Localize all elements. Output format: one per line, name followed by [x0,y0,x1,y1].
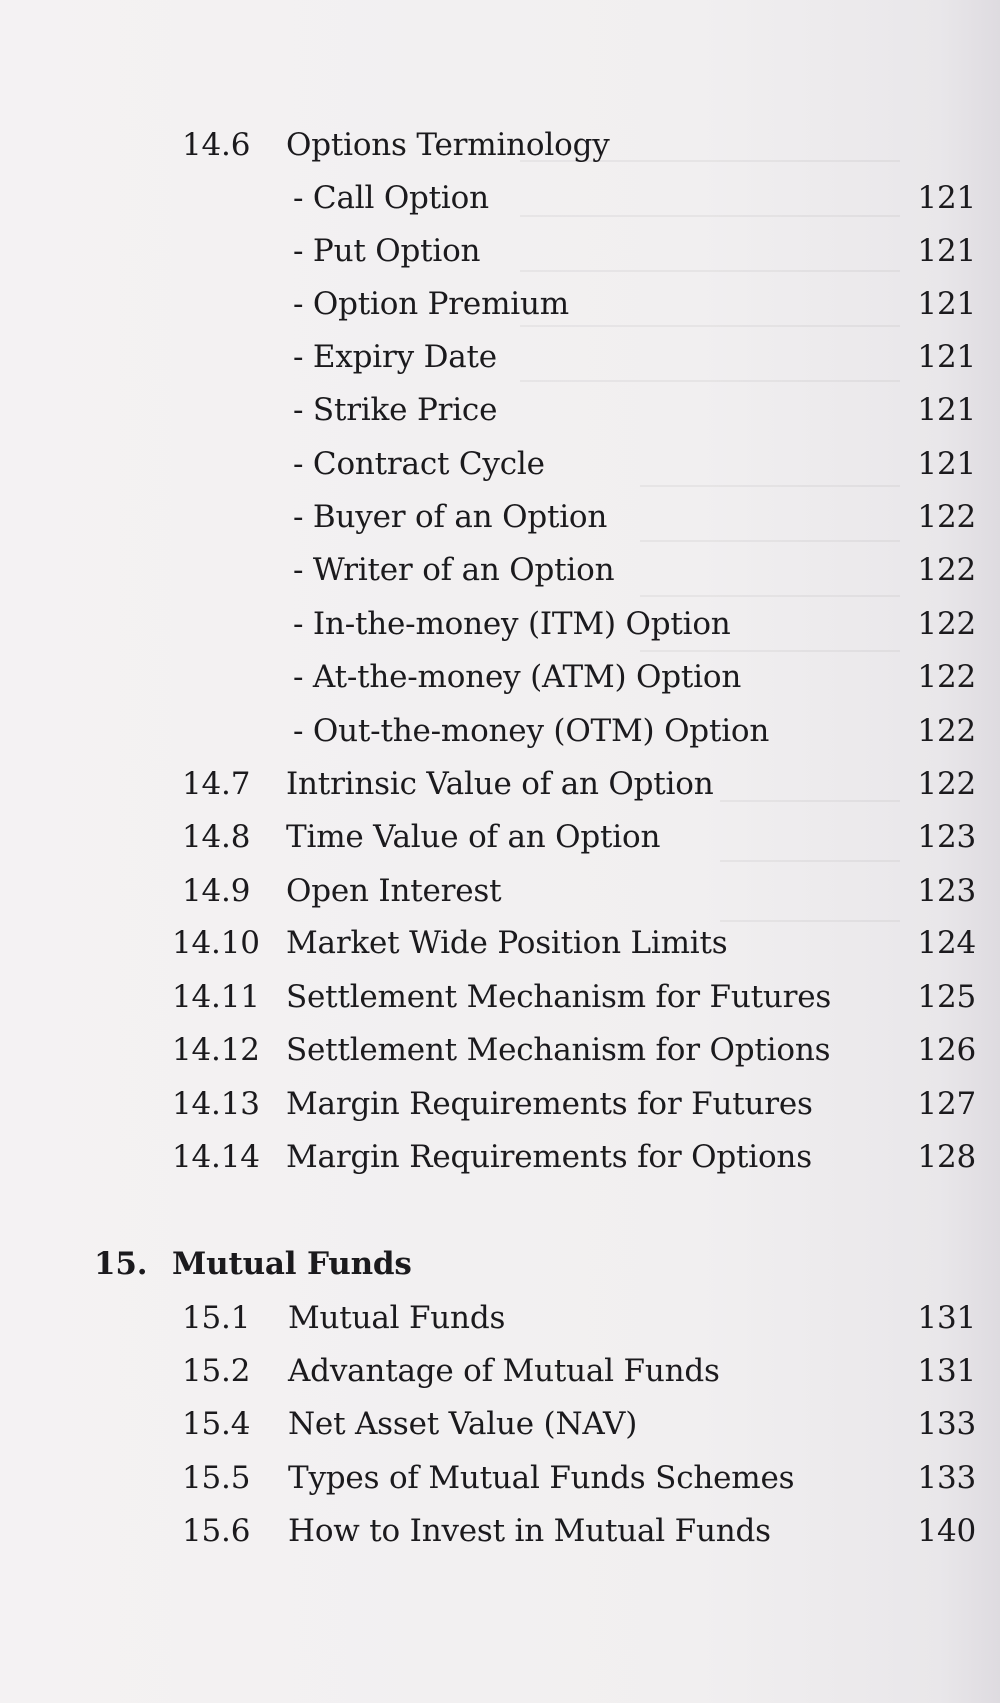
toc-subentry [0,606,1000,656]
toc-entry [0,1460,1000,1510]
toc-entry [0,819,1000,869]
toc-entry [0,1032,1000,1082]
chapter-number: 15. [94,1246,148,1282]
toc-subentry [0,180,1000,230]
page-number: 123 [917,873,976,909]
toc-entry [0,925,1000,975]
toc-entry [0,1139,1000,1189]
page-number: 140 [917,1513,976,1549]
page-number: 121 [917,392,976,428]
page-number: 124 [917,925,976,961]
section-title: Mutual Funds [288,1300,506,1336]
page-number: 122 [917,499,976,535]
section-number: 15.6 [182,1513,251,1549]
toc-entry [0,1300,1000,1350]
page-number: 122 [917,552,976,588]
toc-entry [0,766,1000,816]
section-number: 14.10 [172,925,260,961]
section-title: Open Interest [286,873,502,909]
section-title: Market Wide Position Limits [286,925,728,961]
section-number: 15.2 [182,1353,251,1389]
page-number: 121 [917,286,976,322]
toc-subentry [0,499,1000,549]
section-title: Net Asset Value (NAV) [288,1406,638,1442]
page-number: 126 [917,1032,976,1068]
page-number: 121 [917,339,976,375]
page-number: 128 [917,1139,976,1175]
page-number: 123 [917,819,976,855]
section-title: Settlement Mechanism for Options [286,1032,831,1068]
page-number: 122 [917,659,976,695]
section-title: Options Terminology [286,127,610,163]
page-number: 127 [917,1086,976,1122]
section-number: 15.5 [182,1460,251,1496]
toc-subentry [0,552,1000,602]
section-number: 15.1 [182,1300,251,1336]
section-number: 14.7 [182,766,251,802]
page-number: 131 [917,1353,976,1389]
toc-subentry [0,339,1000,389]
subentry-title: - Expiry Date [293,339,497,375]
subentry-title: - Buyer of an Option [293,499,608,535]
section-title: Margin Requirements for Options [286,1139,812,1175]
subentry-title: - Out-the-money (OTM) Option [293,713,770,749]
subentry-title: - Option Premium [293,286,569,322]
section-number: 14.6 [182,127,251,163]
toc-entry [0,979,1000,1029]
section-number: 14.13 [172,1086,260,1122]
section-title: Types of Mutual Funds Schemes [288,1460,795,1496]
subentry-title: - Put Option [293,233,481,269]
page-number: 125 [917,979,976,1015]
section-title: Intrinsic Value of an Option [286,766,714,802]
section-title: Advantage of Mutual Funds [288,1353,720,1389]
section-title: Time Value of an Option [286,819,661,855]
toc-entry [0,1353,1000,1403]
page-number: 131 [917,1300,976,1336]
subentry-title: - At-the-money (ATM) Option [293,659,742,695]
chapter-title: Mutual Funds [172,1246,412,1282]
toc-entry [0,1513,1000,1563]
page-number: 121 [917,446,976,482]
page-number: 122 [917,713,976,749]
page-number: 133 [917,1406,976,1442]
chapter-heading [0,1246,1000,1296]
section-number: 14.9 [182,873,251,909]
section-number: 15.4 [182,1406,251,1442]
toc-subentry [0,392,1000,442]
page-number: 122 [917,606,976,642]
toc-entry [0,873,1000,923]
toc-subentry [0,446,1000,496]
section-title: Margin Requirements for Futures [286,1086,813,1122]
section-number: 14.8 [182,819,251,855]
toc-subentry [0,713,1000,763]
subentry-title: - Strike Price [293,392,498,428]
toc-subentry [0,659,1000,709]
section-number: 14.14 [172,1139,260,1175]
toc-entry [0,1406,1000,1456]
section-number: 14.11 [172,979,260,1015]
toc-entry [0,127,1000,177]
section-number: 14.12 [172,1032,260,1068]
subentry-title: - In-the-money (ITM) Option [293,606,731,642]
page-number: 121 [917,233,976,269]
section-title: How to Invest in Mutual Funds [288,1513,771,1549]
page-number: 122 [917,766,976,802]
subentry-title: - Writer of an Option [293,552,615,588]
page-number: 133 [917,1460,976,1496]
section-title: Settlement Mechanism for Futures [286,979,832,1015]
subentry-title: - Call Option [293,180,489,216]
toc-subentry [0,233,1000,283]
toc-subentry [0,286,1000,336]
toc-entry [0,1086,1000,1136]
subentry-title: - Contract Cycle [293,446,545,482]
page-number: 121 [917,180,976,216]
